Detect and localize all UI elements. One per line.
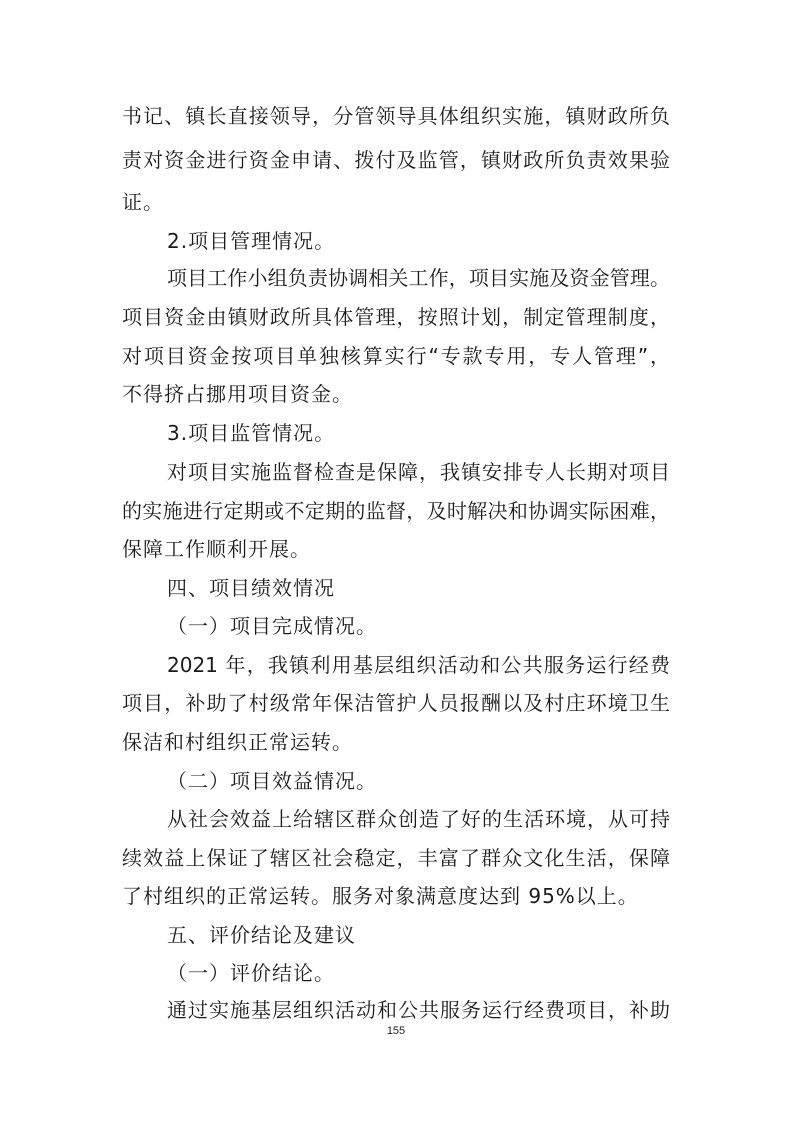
subsection-heading: （一）评价结论。 [167, 961, 335, 985]
section-heading: 2.项目管理情况。 [167, 229, 336, 253]
text-line: 2021 年，我镇利用基层组织活动和公共服务运行经费 [167, 653, 670, 677]
text-line: 对项目实施监督检查是保障，我镇安排专人长期对项目 [167, 460, 670, 484]
section-heading: 四、项目绩效情况 [167, 576, 335, 600]
text-line: 书记、镇长直接领导，分管领导具体组织实施，镇财政所负 [122, 104, 670, 128]
subsection-heading: （二）项目效益情况。 [167, 769, 377, 793]
text-line: 通过实施基层组织活动和公共服务运行经费项目，补助 [167, 998, 670, 1022]
text-line: 责对资金进行资金申请、拨付及监管，镇财政所负责效果验 [122, 148, 670, 172]
text-line: 保障工作顺利开展。 [122, 537, 311, 561]
text-line: 项目，补助了村级常年保洁管护人员报酬以及村庄环境卫生 [122, 691, 670, 715]
section-heading: 五、评价结论及建议 [167, 923, 356, 947]
section-heading: 3.项目监管情况。 [167, 421, 336, 445]
text-line: 从社会效益上给辖区群众创造了好的生活环境，从可持 [167, 807, 670, 831]
text-line: 的实施进行定期或不定期的监督，及时解决和协调实际困难， [122, 499, 670, 523]
page-number: 155 [386, 1025, 406, 1037]
text-line: 了村组织的正常运转。服务对象满意度达到 95%以上。 [122, 884, 639, 908]
text-line: 证。 [122, 190, 164, 214]
text-line: 保洁和村组织正常运转。 [122, 730, 353, 754]
text-line: 续效益上保证了辖区社会稳定，丰富了群众文化生活，保障 [122, 846, 670, 870]
text-line: 项目资金由镇财政所具体管理，按照计划，制定管理制度， [122, 305, 670, 329]
text-line: 项目工作小组负责协调相关工作，项目实施及资金管理。 [167, 266, 670, 290]
text-line: 不得挤占挪用项目资金。 [122, 382, 353, 406]
text-line: 对项目资金按项目单独核算实行“专款专用，专人管理”， [122, 344, 670, 368]
subsection-heading: （一）项目完成情况。 [167, 614, 377, 638]
